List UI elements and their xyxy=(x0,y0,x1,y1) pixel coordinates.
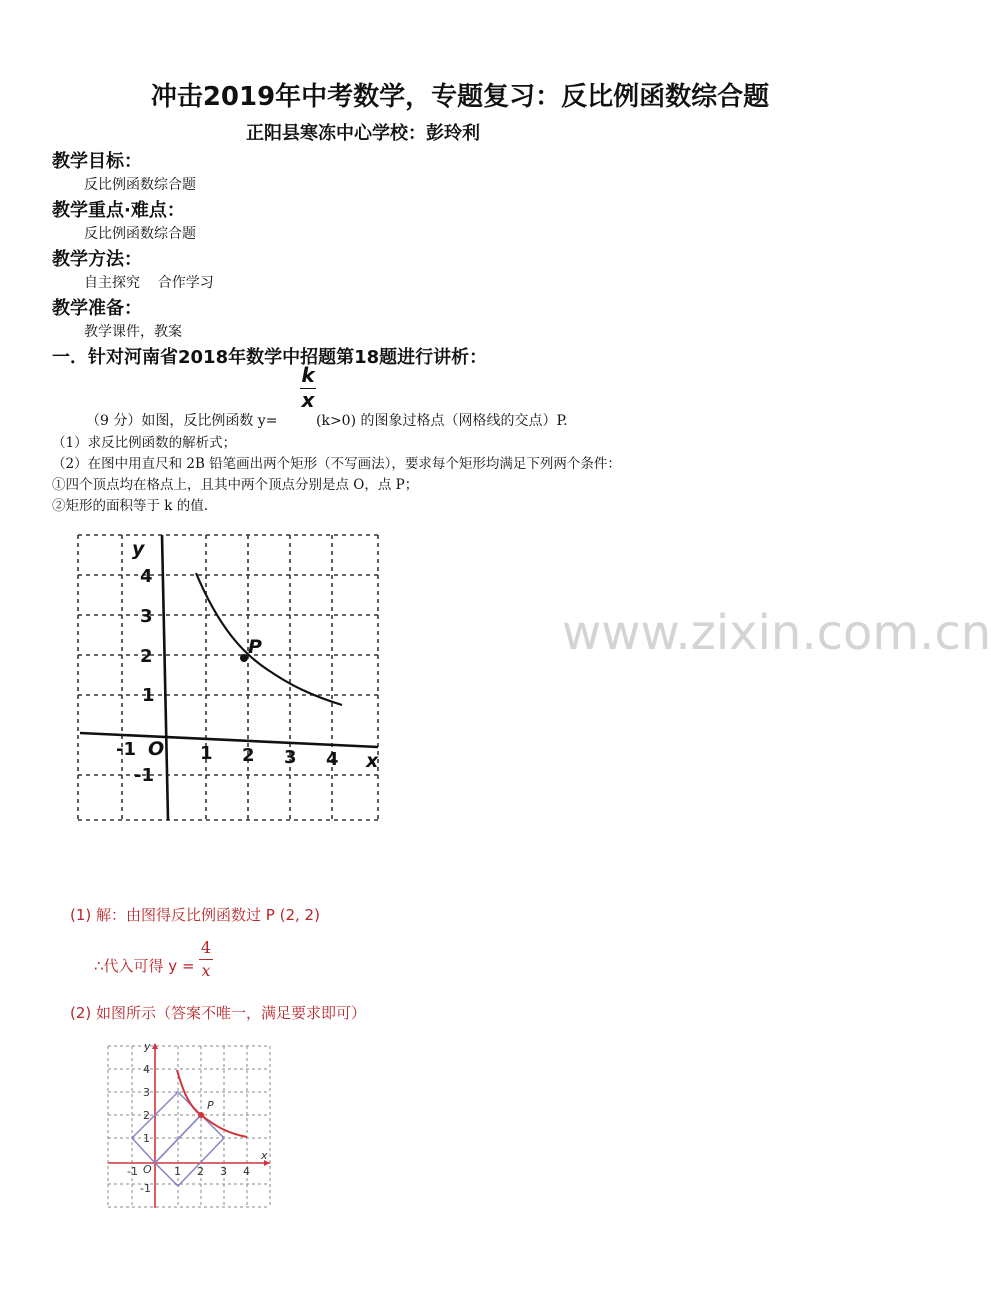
x-tick-neg1-2: -1 xyxy=(127,1165,138,1178)
y-tick-4-2: 4 xyxy=(143,1063,150,1076)
fraction-numerator-4: 4 xyxy=(200,938,212,957)
x-tick-3-2: 3 xyxy=(220,1165,227,1178)
x-axis-label: x xyxy=(366,750,379,772)
problem-intro-a: （9 分）如图，反比例函数 y= xyxy=(86,413,278,429)
y-tick-1-2: 1 xyxy=(143,1132,150,1145)
x-tick-neg1: -1 xyxy=(116,739,136,760)
fraction-bar-red xyxy=(199,959,213,960)
y-tick-neg1: -1 xyxy=(134,765,154,786)
x-tick-1-2: 1 xyxy=(174,1165,181,1178)
problem-intro-b: (k>0) 的图象过格点（网格线的交点）P. xyxy=(316,413,568,429)
solution-step-2: ∴代入可得 y = xyxy=(94,957,195,975)
section-heading-method: 教学方法： xyxy=(52,249,142,270)
origin-label-2: O xyxy=(143,1163,152,1176)
y-tick-3-2: 3 xyxy=(143,1086,150,1099)
watermark: www.zixin.com.cn xyxy=(562,605,991,661)
x-tick-2-2: 2 xyxy=(197,1165,204,1178)
page-title: 冲击2019年中考数学，专题复习：反比例函数综合题 xyxy=(150,82,770,112)
point-p-label-2: P xyxy=(207,1099,214,1112)
x-tick-4: 4 xyxy=(326,749,339,770)
x-axis-label-2: x xyxy=(261,1149,268,1162)
section-content-goal: 反比例函数综合题 xyxy=(84,177,196,193)
y-tick-neg1-2: -1 xyxy=(140,1182,151,1195)
y-tick-2-2: 2 xyxy=(143,1109,150,1122)
fraction-denominator: x xyxy=(301,388,315,412)
problem-graph xyxy=(60,525,390,840)
x-tick-2: 2 xyxy=(242,745,255,766)
problem-condition-1: ①四个顶点均在格点上，且其中两个顶点分别是点 O，点 P； xyxy=(52,477,419,493)
section-heading-prep: 教学准备： xyxy=(52,298,142,319)
solution-step-3: (2) 如图所示（答案不唯一，满足要求即可） xyxy=(70,1004,367,1022)
section-heading-goal: 教学目标： xyxy=(52,151,142,172)
y-axis-label: y xyxy=(132,538,145,560)
solution-step-1: (1) 解：由图得反比例函数过 P (2, 2) xyxy=(70,906,320,924)
x-tick-1: 1 xyxy=(200,743,213,764)
fraction-denominator-x: x xyxy=(201,961,211,980)
fraction-4-over-x xyxy=(198,938,214,980)
section-content-method: 自主探究 合作学习 xyxy=(84,275,214,291)
section-content-keypoints: 反比例函数综合题 xyxy=(84,226,196,242)
y-tick-4: 4 xyxy=(140,566,153,587)
x-tick-3: 3 xyxy=(284,747,297,768)
x-tick-4-2: 4 xyxy=(243,1165,250,1178)
fraction-numerator: k xyxy=(301,363,315,387)
problem-question-1: （1）求反比例函数的解析式； xyxy=(52,435,237,451)
y-tick-2: 2 xyxy=(140,646,153,667)
page-subtitle: 正阳县寒冻中心学校：彭玲利 xyxy=(246,123,480,144)
solution-graph xyxy=(104,1040,276,1212)
problem-heading: 一．针对河南省2018年数学中招题第18题进行讲析： xyxy=(52,347,488,368)
section-heading-keypoints: 教学重点·难点： xyxy=(52,200,185,221)
point-p-label: P xyxy=(248,636,262,658)
y-axis-label-2: y xyxy=(144,1040,151,1053)
origin-label: O xyxy=(148,738,165,760)
problem-condition-2: ②矩形的面积等于 k 的值. xyxy=(52,498,209,514)
fraction-k-over-x xyxy=(298,364,318,411)
y-tick-1: 1 xyxy=(142,685,155,706)
problem-question-2: （2）在图中用直尺和 2B 铅笔画出两个矩形（不写画法），要求每个矩形均满足下列两个条件： xyxy=(52,456,621,472)
y-tick-3: 3 xyxy=(140,606,153,627)
section-content-prep: 教学课件，教案 xyxy=(84,324,182,340)
